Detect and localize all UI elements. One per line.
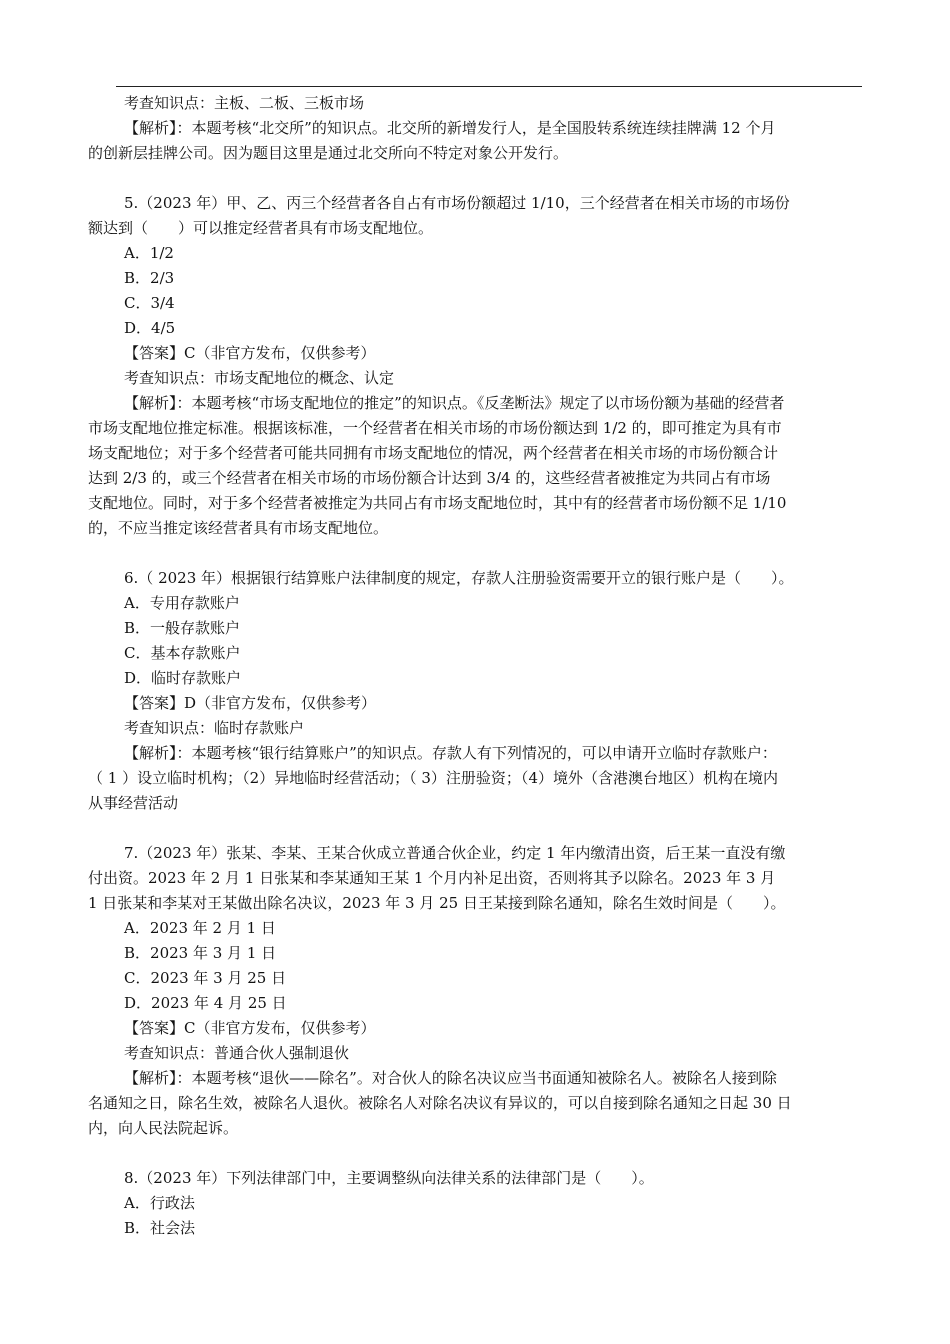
question-5-stem: 额达到（ ）可以推定经营者具有市场支配地位。: [88, 219, 434, 237]
question-5-analysis: 【解析】：本题考核“市场支配地位的推定”的知识点。《反垄断法》规定了以市场份额为基础的经营者: [124, 394, 785, 412]
question-7-option-b: B．2023 年 3 月 1 日: [124, 944, 277, 962]
question-5-analysis: 支配地位。同时，对于多个经营者被推定为共同占有市场支配地位时，其中有的经营者市场份额不足 1/10: [88, 494, 787, 512]
question-5-option-a: A．1/2: [124, 244, 174, 262]
question-7-option-d: D．2023 年 4 月 25 日: [124, 994, 287, 1012]
analysis-line: 的创新层挂牌公司。因为题目这里是通过北交所向不特定对象公开发行。: [88, 144, 569, 162]
question-7-analysis: 内，向人民法院起诉。: [88, 1119, 239, 1137]
question-6-analysis: 从事经营活动: [88, 794, 179, 812]
question-6-option-d: D．临时存款账户: [124, 669, 242, 687]
question-7-knowledge-point: 考查知识点：普通合伙人强制退伙: [124, 1044, 350, 1062]
question-6-stem: 6.（ 2023 年）根据银行结算账户法律制度的规定，存款人注册验资需要开立的银行账户是（ ）。: [124, 569, 794, 587]
question-7-option-a: A．2023 年 2 月 1 日: [124, 919, 276, 937]
question-8-stem: 8.（2023 年）下列法律部门中，主要调整纵向法律关系的法律部门是（ ）。: [124, 1169, 654, 1187]
question-6-option-a: A．专用存款账户: [124, 594, 240, 612]
question-7-analysis: 【解析】：本题考核“退伙——除名”。对合伙人的除名决议应当书面通知被除名人。被除名人接到除: [124, 1069, 777, 1087]
question-6-knowledge-point: 考查知识点：临时存款账户: [124, 719, 305, 737]
question-5-knowledge-point: 考查知识点：市场支配地位的概念、认定: [124, 369, 395, 387]
question-5-analysis: 的，不应当推定该经营者具有市场支配地位。: [88, 519, 389, 537]
question-8-option-a: A．行政法: [124, 1194, 195, 1212]
analysis-line: 【解析】：本题考核“北交所”的知识点。北交所的新增发行人，是全国股转系统连续挂牌满 12 个月: [124, 119, 776, 137]
question-5-option-b: B．2/3: [124, 269, 175, 287]
question-7-stem: 7.（2023 年）张某、李某、王某合伙成立普通合伙企业，约定 1 年内缴清出资，后王某一直没有缴: [124, 844, 786, 862]
question-6-option-c: C．基本存款账户: [124, 644, 241, 662]
question-5-option-c: C．3/4: [124, 294, 175, 312]
question-7-analysis: 名通知之日，除名生效，被除名人退伙。被除名人对除名决议有异议的，可以自接到除名通知之日起 30 日: [88, 1094, 792, 1112]
question-7-stem: 1 日张某和李某对王某做出除名决议，2023 年 3 月 25 日王某接到除名通知，除名生效时间是（ ）。: [88, 894, 786, 912]
question-5-analysis: 场支配地位；对于多个经营者可能共同拥有市场支配地位的情况，两个经营者在相关市场的市场份额合计: [88, 444, 779, 462]
question-7-answer: 【答案】C（非官方发布，仅供参考）: [124, 1019, 376, 1037]
question-6-analysis: （ 1 ）设立临时机构；（2）异地临时经营活动；（ 3）注册验资；（4）境外（含港澳台地区）机构在境内: [88, 769, 778, 787]
question-7-option-c: C．2023 年 3 月 25 日: [124, 969, 287, 987]
question-6-answer: 【答案】D（非官方发布，仅供参考）: [124, 694, 377, 712]
question-8-option-b: B．社会法: [124, 1219, 196, 1237]
knowledge-point-line: 考查知识点：主板、二板、三板市场: [124, 94, 365, 112]
header-rule: [116, 86, 862, 87]
question-7-stem: 付出资。2023 年 2 月 1 日张某和李某通知王某 1 个月内补足出资，否则将其予以除名。2023 年 3 月: [88, 869, 776, 887]
question-5-answer: 【答案】C（非官方发布，仅供参考）: [124, 344, 376, 362]
question-5-option-d: D．4/5: [124, 319, 176, 337]
question-6-analysis: 【解析】：本题考核“银行结算账户”的知识点。存款人有下列情况的，可以申请开立临时存款账户：: [124, 744, 777, 762]
question-5-analysis: 市场支配地位推定标准。根据该标准，一个经营者在相关市场的市场份额达到 1/2 的，即可推定为具有市: [88, 419, 782, 437]
question-5-stem: 5.（2023 年）甲、乙、丙三个经营者各自占有市场份额超过 1/10，三个经营者在相关市场的市场份: [124, 194, 790, 212]
question-5-analysis: 达到 2/3 的，或三个经营者在相关市场的市场份额合计达到 3/4 的，这些经营者被推定为共同占有市场: [88, 469, 771, 487]
question-6-option-b: B．一般存款账户: [124, 619, 241, 637]
